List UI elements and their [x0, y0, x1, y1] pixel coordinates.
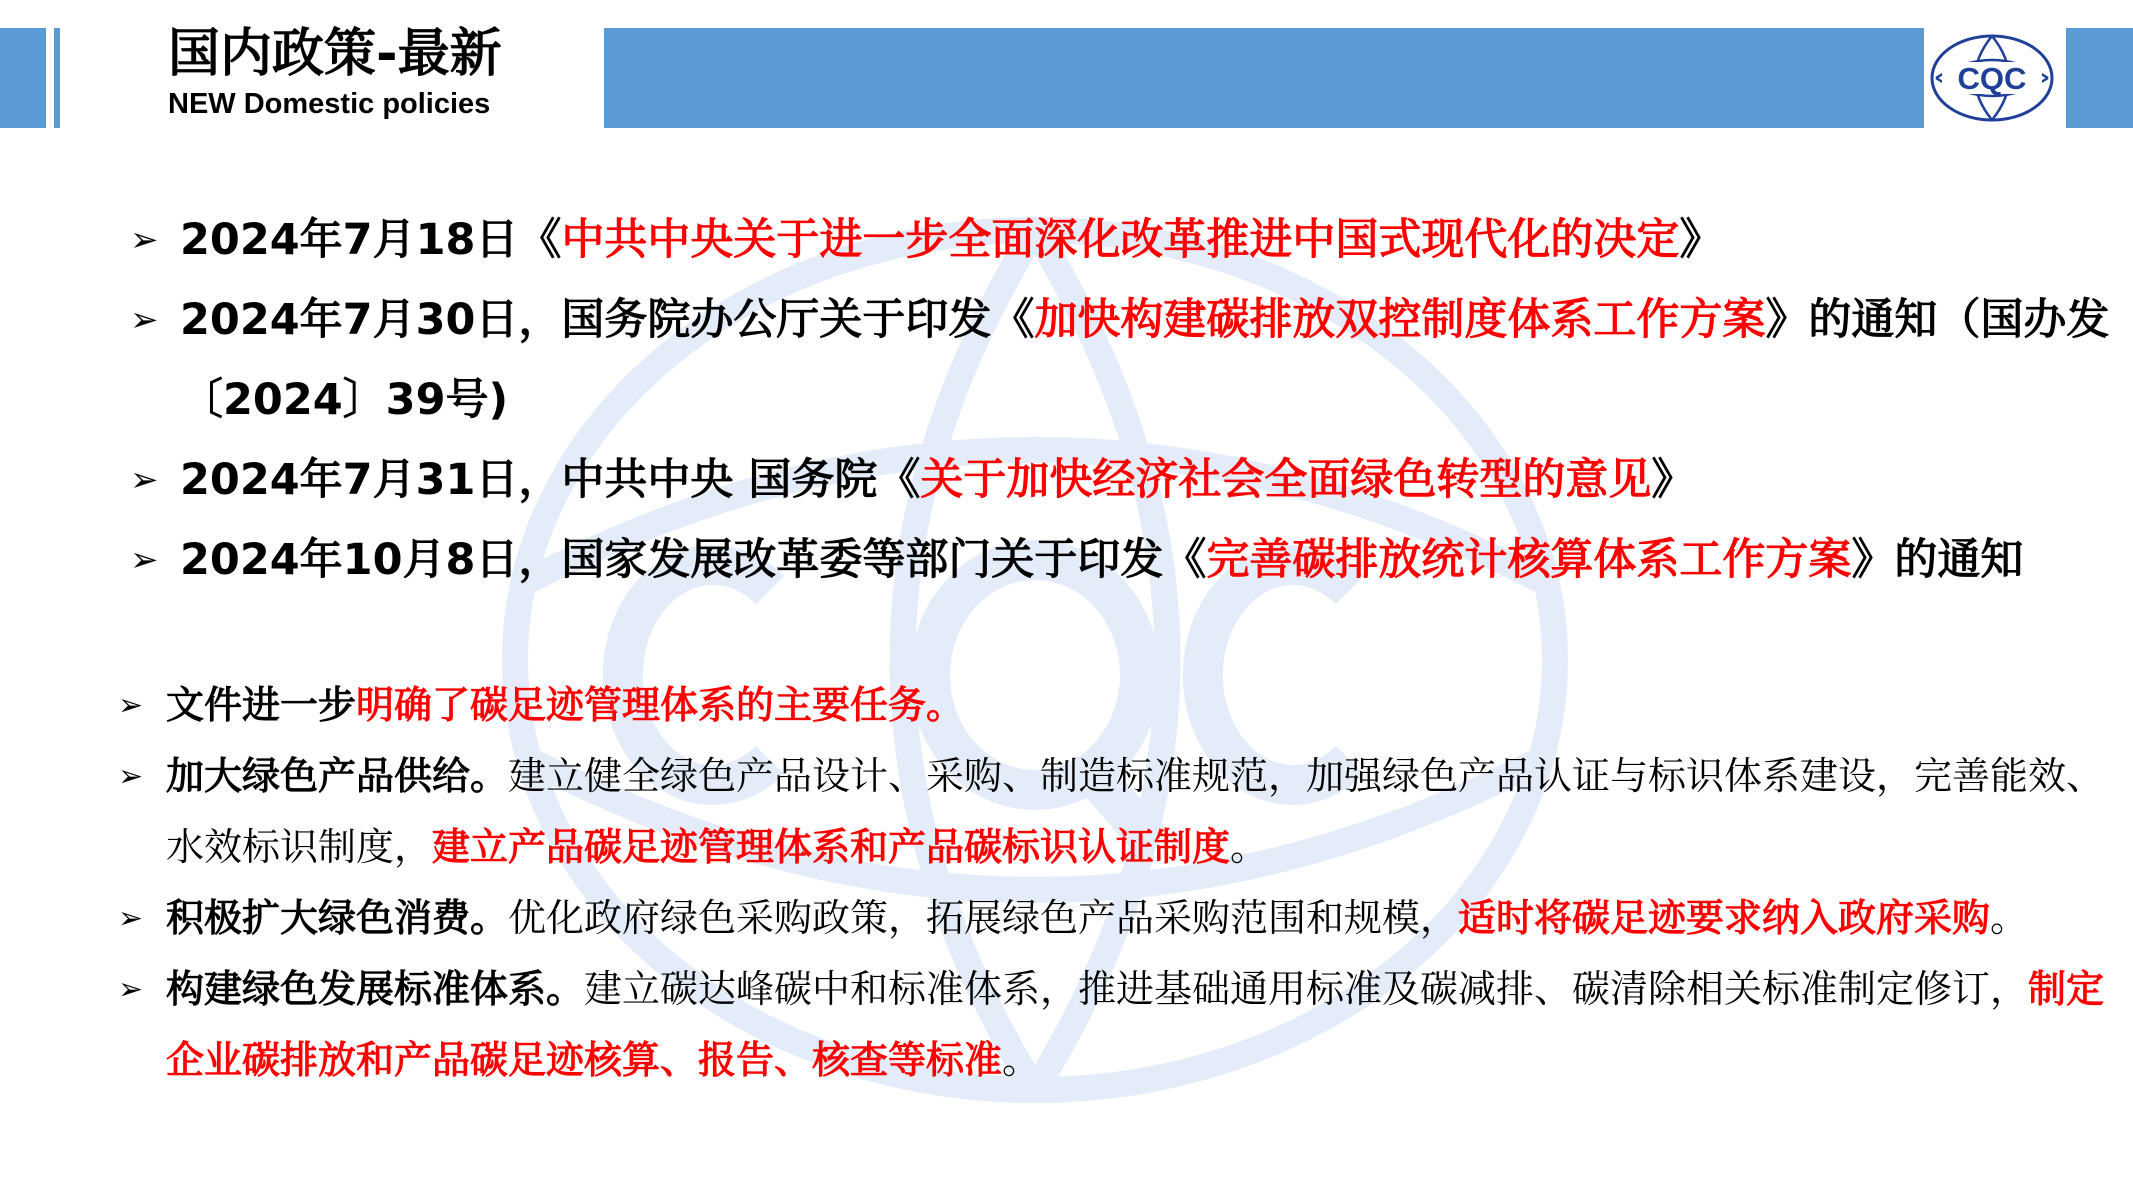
key-point-heading: 积极扩大绿色消费。 — [166, 896, 509, 940]
policy-item — [130, 280, 2120, 440]
logo-text: CQC — [1957, 61, 2027, 96]
arrow-bullet-icon: ➢ — [130, 540, 159, 580]
arrow-bullet-icon: ➢ — [118, 972, 144, 1007]
key-point-text: 建立健全绿色产品设计、采购、制造标准规范，加强绿色产品认证与标识体系建设，完善能效、水效标识制度， — [166, 754, 2105, 869]
header-left-bar — [0, 28, 46, 128]
policy-title: 中共中央关于进一步全面深化改革推进中国式现代化的决定 — [561, 215, 1680, 265]
arrow-bullet-icon: ➢ — [130, 300, 159, 340]
page-title-block — [168, 22, 502, 122]
policy-title: 关于加快经济社会全面绿色转型的意见 — [920, 455, 1652, 505]
key-point-heading: 构建绿色发展标准体系。 — [166, 967, 585, 1011]
header-left-gap — [46, 28, 54, 128]
arrow-bullet-icon: ➢ — [130, 460, 159, 500]
cqc-logo — [1928, 32, 2056, 124]
key-point-tail: 。 — [1230, 825, 1269, 869]
key-points-list — [118, 670, 2118, 1096]
policy-text: 》的通知 — [1851, 535, 2024, 585]
policy-text: 2024年7月30日，国务院办公厅关于印发《 — [180, 295, 1035, 345]
policy-title: 完善碳排放统计核算体系工作方案 — [1206, 535, 1852, 585]
key-point-highlight: 建立产品碳足迹管理体系和产品碳标识认证制度 — [432, 825, 1231, 869]
policy-text: 2024年10月8日，国家发展改革委等部门关于印发《 — [180, 535, 1207, 585]
page-title: 国内政策-最新 — [168, 24, 502, 84]
policy-text: 》的通知（国办发〔2024〕39号) — [180, 295, 2110, 425]
header-main-bar — [604, 28, 1924, 128]
policy-text: 2024年7月18日《 — [180, 215, 562, 265]
header-left-thin-bar — [54, 28, 60, 128]
policy-title: 加快构建碳排放双控制度体系工作方案 — [1034, 295, 1766, 345]
policy-list — [130, 200, 2120, 600]
arrow-bullet-icon: ➢ — [118, 901, 144, 936]
arrow-bullet-icon: ➢ — [130, 220, 159, 260]
key-point-item — [118, 670, 2118, 741]
policy-item — [130, 440, 2120, 520]
key-point-text: 建立碳达峰碳中和标准体系，推进基础通用标准及碳减排、碳清除相关标准制定修订， — [584, 967, 2029, 1011]
key-point-tail: 。 — [1990, 896, 2029, 940]
policy-text: 》 — [1651, 455, 1695, 505]
key-point-tail: 。 — [1002, 1038, 1041, 1082]
key-point-highlight: 制定企业碳排放和产品碳足迹核算、报告、核查等标准 — [166, 967, 2105, 1082]
key-point-heading: 文件进一步 — [166, 683, 357, 727]
key-point-item — [118, 741, 2118, 883]
policy-item — [130, 520, 2120, 600]
arrow-bullet-icon: ➢ — [118, 688, 144, 723]
policy-text: 》 — [1679, 215, 1723, 265]
key-point-item — [118, 883, 2118, 954]
header-right-bar — [2066, 28, 2133, 128]
key-point-heading: 加大绿色产品供给。 — [166, 754, 509, 798]
arrow-bullet-icon: ➢ — [118, 759, 144, 794]
key-point-highlight: 适时将碳足迹要求纳入政府采购 — [1458, 896, 1991, 940]
page-subtitle: NEW Domestic policies — [168, 88, 491, 120]
policy-item — [130, 200, 2120, 280]
policy-text: 2024年7月31日，中共中央 国务院《 — [180, 455, 921, 505]
key-point-highlight: 明确了碳足迹管理体系的主要任务。 — [356, 683, 965, 727]
key-point-item — [118, 954, 2118, 1096]
key-point-text: 优化政府绿色采购政策，拓展绿色产品采购范围和规模， — [508, 896, 1459, 940]
